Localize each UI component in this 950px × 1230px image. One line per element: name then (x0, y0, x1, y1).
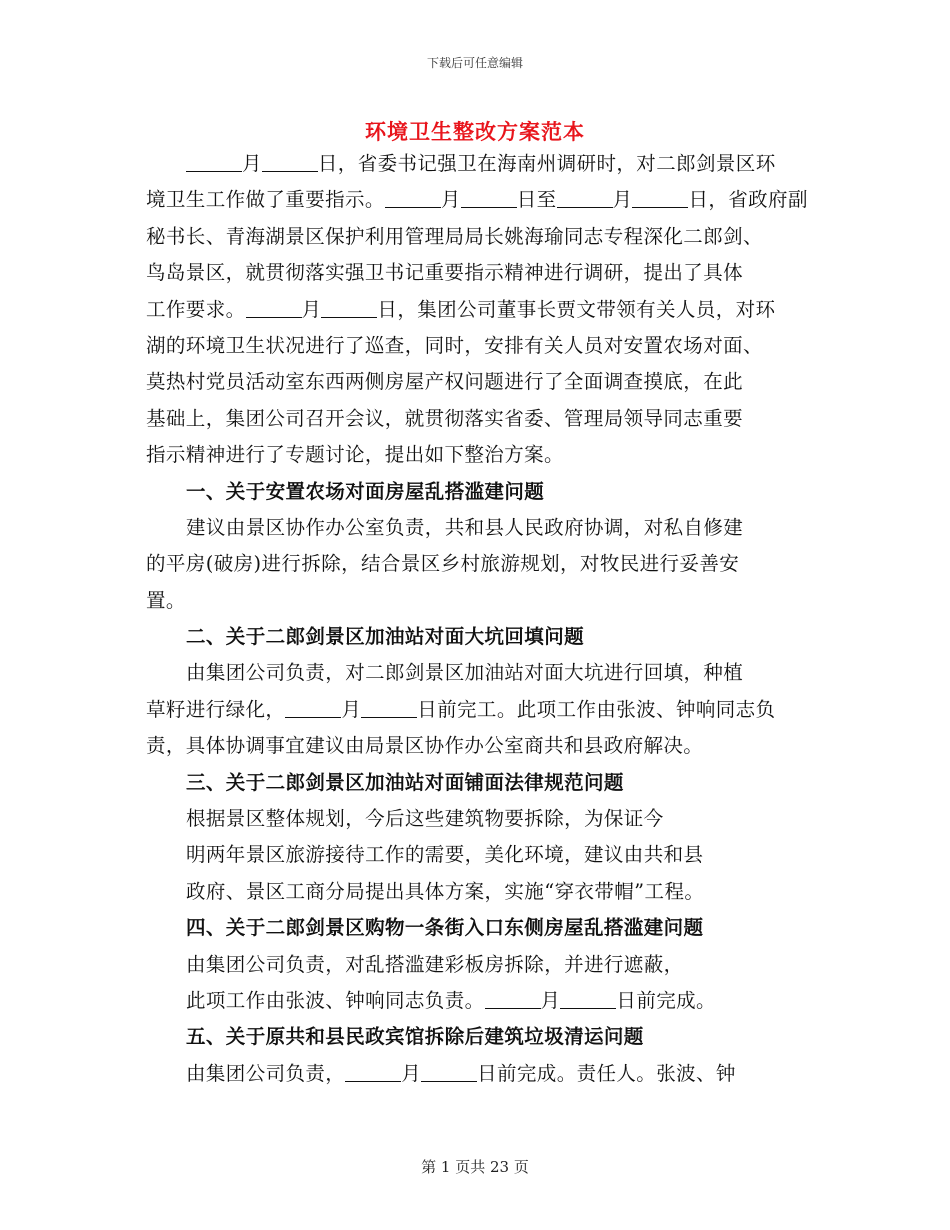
line-text: 建议由景区协作办公室负责，共和县人民政府协调，对私自修建 (186, 515, 744, 539)
line-text: 日前完成。责任人。张波、钟 (477, 1061, 736, 1085)
line-text: 明两年景区旅游接待工作的需要，美化环境，建议由共和县 (186, 843, 704, 867)
line-text: 此项工作由张波、钟响同志负责。 (186, 988, 485, 1012)
text-line (146, 546, 806, 582)
blank-underline (557, 187, 613, 208)
line-text: 月 (341, 697, 362, 721)
blank-underline (421, 1061, 477, 1082)
section-heading (146, 910, 806, 946)
line-text: 三、关于二郎剑景区加油站对面铺面法律规范问题 (186, 770, 624, 794)
line-text: 月 (242, 152, 262, 175)
text-line (146, 983, 806, 1019)
text-line (146, 219, 806, 255)
line-text: 置。 (146, 588, 186, 612)
blank-underline (186, 151, 242, 172)
text-line (146, 837, 806, 873)
line-text: 的平房(破房)进行拆除，结合景区乡村旅游规划，对牧民进行妥善安 (146, 552, 740, 576)
blank-underline (285, 697, 341, 718)
text-line (146, 801, 806, 837)
line-text: 月 (612, 188, 633, 212)
text-line (146, 328, 806, 364)
blank-underline (361, 697, 417, 718)
text-line (146, 874, 806, 910)
line-text: 湖的环境卫生状况进行了巡查，同时，安排有关人员对安置农场对面、 (146, 333, 763, 357)
line-text: 草籽进行绿化， (146, 697, 286, 721)
line-text: 日，省政府副 (688, 188, 808, 212)
text-line (146, 437, 806, 473)
blank-underline (345, 1061, 401, 1082)
blank-underline (262, 151, 318, 172)
text-line (146, 401, 806, 437)
blank-underline (385, 187, 441, 208)
line-text: 责，具体协调事宜建议由局景区协作办公室商共和县政府解决。 (146, 734, 704, 758)
blank-underline (632, 187, 688, 208)
text-line (146, 728, 806, 764)
text-line (146, 692, 806, 728)
line-text: 四、关于二郎剑景区购物一条街入口东侧房屋乱搭滥建问题 (186, 916, 704, 940)
line-text: 指示精神进行了专题讨论，提出如下整治方案。 (146, 443, 564, 467)
section-heading (146, 619, 806, 655)
text-line (146, 1056, 806, 1092)
text-line (146, 182, 806, 218)
blank-underline (246, 297, 302, 318)
line-text: 由集团公司负责， (186, 1061, 346, 1085)
line-text: 根据景区整体规划，今后这些建筑物要拆除，为保证今 (186, 807, 664, 831)
line-text: 日前完成。 (616, 988, 716, 1012)
blank-underline (461, 187, 517, 208)
section-heading (146, 474, 806, 510)
line-text: 月 (401, 1061, 422, 1085)
blank-underline (560, 988, 616, 1009)
page-footer: 第 1 页共 23 页 (421, 1158, 529, 1176)
line-text: 鸟岛景区，就贯彻落实强卫书记重要指示精神进行调研，提出了具体 (146, 261, 744, 285)
line-text: 月 (540, 988, 561, 1012)
text-line (146, 583, 806, 619)
page-header: 下载后可任意编辑 (426, 56, 523, 70)
line-text: 秘书长、青海湖景区保护利用管理局局长姚海瑜同志专程深化二郎剑、 (146, 224, 763, 248)
document-title: 环境卫生整改方案范本 (365, 119, 585, 144)
line-text: 工作要求。 (146, 297, 246, 321)
text-line (146, 292, 806, 328)
section-heading (146, 1019, 806, 1055)
line-text: 月 (440, 188, 461, 212)
text-line (146, 655, 806, 691)
text-line (146, 146, 806, 182)
line-text: 日前完工。此项工作由张波、钟响同志负 (417, 697, 776, 721)
line-text: 日至 (516, 188, 557, 212)
line-text: 五、关于原共和县民政宾馆拆除后建筑垃圾清运问题 (186, 1025, 644, 1049)
line-text: 由集团公司负责，对乱搭滥建彩板房拆除，并进行遮蔽， (186, 952, 684, 976)
line-text: 境卫生工作做了重要指示。 (146, 188, 385, 212)
line-text: 日，省委书记强卫在海南州调研时，对二郎剑景区环 (317, 152, 776, 175)
line-text: 二、关于二郎剑景区加油站对面大坑回填问题 (186, 625, 585, 649)
line-text: 政府、景区工商分局提出具体方案，实施“穿衣带帽”工程。 (186, 879, 705, 903)
blank-underline (321, 297, 377, 318)
line-text: 月 (301, 297, 322, 321)
text-line (146, 510, 806, 546)
line-text: 莫热村党员活动室东西两侧房屋产权问题进行了全面调查摸底，在此 (146, 370, 744, 394)
line-text: 由集团公司负责，对二郎剑景区加油站对面大坑进行回填，种植 (186, 661, 744, 685)
blank-underline (485, 988, 541, 1009)
text-line (146, 364, 806, 400)
document-body (146, 146, 806, 1092)
text-line (146, 947, 806, 983)
text-line (146, 255, 806, 291)
section-heading (146, 765, 806, 801)
line-text: 基础上，集团公司召开会议，就贯彻落实省委、管理局领导同志重要 (146, 406, 744, 430)
line-text: 一、关于安置农场对面房屋乱搭滥建问题 (186, 479, 545, 503)
line-text: 日，集团公司董事长贾文带领有关人员，对环 (377, 297, 776, 321)
